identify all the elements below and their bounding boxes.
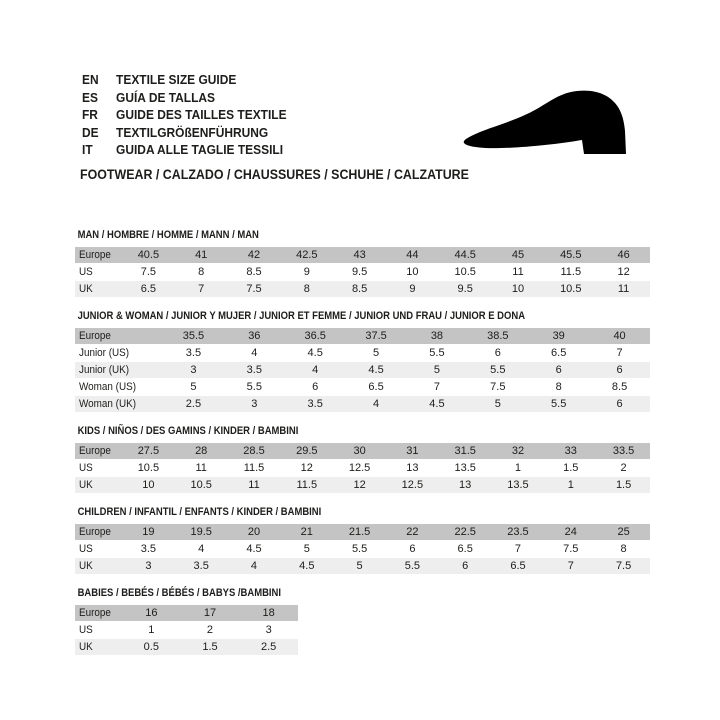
- size-value: 22.5: [439, 524, 492, 540]
- size-value: 13: [386, 460, 439, 476]
- size-value: 4: [346, 396, 407, 412]
- size-value: 9.5: [439, 281, 492, 297]
- size-value: 19: [122, 524, 175, 540]
- size-value: 6: [386, 541, 439, 557]
- size-section: [75, 229, 675, 298]
- size-value: 5.5: [333, 541, 386, 557]
- size-value: 10: [122, 477, 175, 493]
- size-table: [75, 246, 650, 298]
- size-value: 18: [239, 605, 298, 621]
- size-value: 6.5: [122, 281, 175, 297]
- size-value: 32: [492, 443, 545, 459]
- row-label: US: [75, 622, 122, 638]
- size-value: 8: [175, 264, 228, 280]
- row-label: Woman (UK): [75, 396, 163, 412]
- table-row: [75, 379, 650, 395]
- row-label: UK: [75, 281, 122, 297]
- language-label: GUIDA ALLE TAGLIE TESSILI: [116, 142, 284, 157]
- size-value: 3: [224, 396, 285, 412]
- size-value: 5.5: [386, 558, 439, 574]
- size-value: 4.5: [228, 541, 281, 557]
- section-title: KIDS / NIÑOS / DES GAMINS / KINDER / BAMBINI: [77, 425, 299, 437]
- size-value: 7: [544, 558, 597, 574]
- row-label: Junior (US): [75, 345, 163, 361]
- size-section: [75, 425, 675, 494]
- size-value: 13.5: [439, 460, 492, 476]
- size-value: 27.5: [122, 443, 175, 459]
- size-value: 28.5: [228, 443, 281, 459]
- section-title: MAN / HOMBRE / HOMME / MANN / MAN: [77, 229, 259, 241]
- size-value: 6: [589, 362, 650, 378]
- size-value: 3.5: [122, 541, 175, 557]
- table-row: [75, 460, 650, 476]
- size-value: 4: [285, 362, 346, 378]
- size-value: 7: [492, 541, 545, 557]
- size-value: 42.5: [280, 247, 333, 263]
- row-label: US: [75, 460, 122, 476]
- size-value: 8: [597, 541, 650, 557]
- row-label: US: [75, 264, 122, 280]
- section-title: JUNIOR & WOMAN / JUNIOR Y MUJER / JUNIOR ET FEMME / JUNIOR UND FRAU / JUNIOR E DONA: [77, 310, 526, 322]
- size-table: [75, 327, 650, 413]
- size-value: 45.5: [544, 247, 597, 263]
- size-value: 39: [528, 328, 589, 344]
- size-value: 12.5: [386, 477, 439, 493]
- size-value: 12: [597, 264, 650, 280]
- size-value: 1: [492, 460, 545, 476]
- language-row: [82, 106, 287, 124]
- table-row: [75, 443, 650, 459]
- size-value: 8.5: [228, 264, 281, 280]
- table-row: [75, 639, 298, 655]
- size-value: 11: [175, 460, 228, 476]
- size-value: 2: [181, 622, 240, 638]
- size-value: 21: [280, 524, 333, 540]
- table-row: [75, 247, 650, 263]
- size-value: 10.5: [175, 477, 228, 493]
- size-value: 5.5: [407, 345, 468, 361]
- size-value: 12.5: [333, 460, 386, 476]
- language-row: [82, 124, 287, 142]
- size-value: 37.5: [346, 328, 407, 344]
- size-value: 1: [122, 622, 181, 638]
- size-value: 4.5: [280, 558, 333, 574]
- table-row: [75, 328, 650, 344]
- size-value: 36.5: [285, 328, 346, 344]
- table-row: [75, 345, 650, 361]
- size-value: 7.5: [467, 379, 528, 395]
- language-code: FR: [82, 107, 98, 122]
- size-value: 38.5: [467, 328, 528, 344]
- language-label: GUIDE DES TAILLES TEXTILE: [116, 107, 287, 122]
- table-row: [75, 622, 298, 638]
- section-title: CHILDREN / INFANTIL / ENFANTS / KINDER / BAMBINI: [77, 506, 322, 518]
- row-label: Europe: [75, 443, 122, 459]
- size-value: 9: [386, 281, 439, 297]
- size-value: 11.5: [544, 264, 597, 280]
- table-row: [75, 605, 298, 621]
- size-tables: [75, 229, 675, 668]
- size-value: 5.5: [467, 362, 528, 378]
- table-row: [75, 524, 650, 540]
- size-value: 38: [407, 328, 468, 344]
- table-row: [75, 264, 650, 280]
- size-value: 7: [175, 281, 228, 297]
- size-value: 9.5: [333, 264, 386, 280]
- size-value: 6: [528, 362, 589, 378]
- size-value: 43: [333, 247, 386, 263]
- row-label: UK: [75, 558, 122, 574]
- size-value: 5: [333, 558, 386, 574]
- size-value: 7: [589, 345, 650, 361]
- size-value: 5: [467, 396, 528, 412]
- size-value: 28: [175, 443, 228, 459]
- size-value: 13: [439, 477, 492, 493]
- size-value: 24: [544, 524, 597, 540]
- size-table: [75, 523, 650, 575]
- table-row: [75, 558, 650, 574]
- size-value: 11: [492, 264, 545, 280]
- size-value: 7: [407, 379, 468, 395]
- size-value: 6.5: [439, 541, 492, 557]
- section-title: BABIES / BEBÉS / BÉBÉS / BABYS /BAMBINI: [77, 587, 282, 599]
- size-value: 23.5: [492, 524, 545, 540]
- size-value: 6: [589, 396, 650, 412]
- table-row: [75, 477, 650, 493]
- size-value: 4: [228, 558, 281, 574]
- size-value: 16: [122, 605, 181, 621]
- size-value: 3.5: [175, 558, 228, 574]
- size-value: 6.5: [492, 558, 545, 574]
- size-value: 4.5: [285, 345, 346, 361]
- size-value: 22: [386, 524, 439, 540]
- size-value: 3: [163, 362, 224, 378]
- row-label: Woman (US): [75, 379, 163, 395]
- size-value: 44: [386, 247, 439, 263]
- language-code: ES: [82, 89, 98, 105]
- size-value: 7.5: [597, 558, 650, 574]
- size-value: 4.5: [346, 362, 407, 378]
- row-label: Europe: [75, 605, 122, 621]
- language-label: TEXTILGRÖßENFÜHRUNG: [116, 124, 269, 140]
- language-list: [82, 71, 304, 159]
- row-label: US: [75, 541, 122, 557]
- size-value: 12: [280, 460, 333, 476]
- size-value: 1.5: [597, 477, 650, 493]
- size-value: 42: [228, 247, 281, 263]
- size-value: 3: [122, 558, 175, 574]
- row-label: Junior (UK): [75, 362, 163, 378]
- table-row: [75, 396, 650, 412]
- size-value: 6.5: [528, 345, 589, 361]
- size-value: 17: [181, 605, 240, 621]
- size-value: 10.5: [122, 460, 175, 476]
- size-value: 31.5: [439, 443, 492, 459]
- size-value: 10: [386, 264, 439, 280]
- size-value: 6.5: [346, 379, 407, 395]
- size-value: 40: [589, 328, 650, 344]
- size-value: 2: [597, 460, 650, 476]
- size-value: 46: [597, 247, 650, 263]
- size-value: 11: [597, 281, 650, 297]
- language-code: EN: [82, 72, 99, 87]
- row-label: UK: [75, 477, 122, 493]
- size-value: 29.5: [280, 443, 333, 459]
- size-table: [75, 442, 650, 494]
- size-value: 7.5: [228, 281, 281, 297]
- size-value: 30: [333, 443, 386, 459]
- size-value: 5: [346, 345, 407, 361]
- category-title: FOOTWEAR / CALZADO / CHAUSSURES / SCHUHE / CALZATURE: [80, 167, 469, 182]
- size-value: 19.5: [175, 524, 228, 540]
- size-value: 13.5: [492, 477, 545, 493]
- size-value: 5: [407, 362, 468, 378]
- language-row: [82, 71, 287, 89]
- size-value: 3.5: [224, 362, 285, 378]
- size-value: 0.5: [122, 639, 181, 655]
- size-value: 44.5: [439, 247, 492, 263]
- size-value: 1.5: [544, 460, 597, 476]
- language-code: IT: [82, 142, 93, 157]
- size-table: [75, 604, 298, 656]
- language-label: GUÍA DE TALLAS: [116, 89, 216, 105]
- size-value: 5: [163, 379, 224, 395]
- size-value: 33: [544, 443, 597, 459]
- size-value: 25: [597, 524, 650, 540]
- size-value: 8.5: [589, 379, 650, 395]
- language-code: DE: [82, 124, 99, 140]
- size-value: 8: [280, 281, 333, 297]
- size-value: 9: [280, 264, 333, 280]
- size-value: 10.5: [439, 264, 492, 280]
- size-value: 4: [175, 541, 228, 557]
- row-label: UK: [75, 639, 122, 655]
- size-value: 33.5: [597, 443, 650, 459]
- size-value: 6: [467, 345, 528, 361]
- size-value: 6: [439, 558, 492, 574]
- size-value: 35.5: [163, 328, 224, 344]
- size-section: [75, 587, 675, 656]
- row-label: Europe: [75, 328, 163, 344]
- size-section: [75, 506, 675, 575]
- table-row: [75, 362, 650, 378]
- size-value: 31: [386, 443, 439, 459]
- size-value: 11.5: [280, 477, 333, 493]
- size-value: 40.5: [122, 247, 175, 263]
- size-value: 11: [228, 477, 281, 493]
- size-value: 4: [224, 345, 285, 361]
- size-value: 4.5: [407, 396, 468, 412]
- size-value: 2.5: [163, 396, 224, 412]
- size-value: 3: [239, 622, 298, 638]
- size-value: 41: [175, 247, 228, 263]
- size-value: 3.5: [285, 396, 346, 412]
- size-value: 10: [492, 281, 545, 297]
- language-label: TEXTILE SIZE GUIDE: [116, 72, 237, 87]
- size-value: 1: [544, 477, 597, 493]
- size-value: 6: [285, 379, 346, 395]
- table-row: [75, 541, 650, 557]
- size-value: 8: [528, 379, 589, 395]
- dress-shoe-icon: [456, 86, 646, 161]
- size-value: 21.5: [333, 524, 386, 540]
- size-value: 2.5: [239, 639, 298, 655]
- size-value: 10.5: [544, 281, 597, 297]
- size-value: 7.5: [544, 541, 597, 557]
- row-label: Europe: [75, 524, 122, 540]
- size-value: 36: [224, 328, 285, 344]
- size-value: 5.5: [528, 396, 589, 412]
- size-value: 11.5: [228, 460, 281, 476]
- size-value: 7.5: [122, 264, 175, 280]
- size-value: 3.5: [163, 345, 224, 361]
- size-value: 20: [228, 524, 281, 540]
- size-section: [75, 310, 675, 413]
- size-value: 8.5: [333, 281, 386, 297]
- row-label: Europe: [75, 247, 122, 263]
- size-value: 45: [492, 247, 545, 263]
- size-value: 5.5: [224, 379, 285, 395]
- language-row: [82, 89, 287, 107]
- language-row: [82, 141, 287, 159]
- table-row: [75, 281, 650, 297]
- size-value: 12: [333, 477, 386, 493]
- size-value: 5: [280, 541, 333, 557]
- size-value: 1.5: [181, 639, 240, 655]
